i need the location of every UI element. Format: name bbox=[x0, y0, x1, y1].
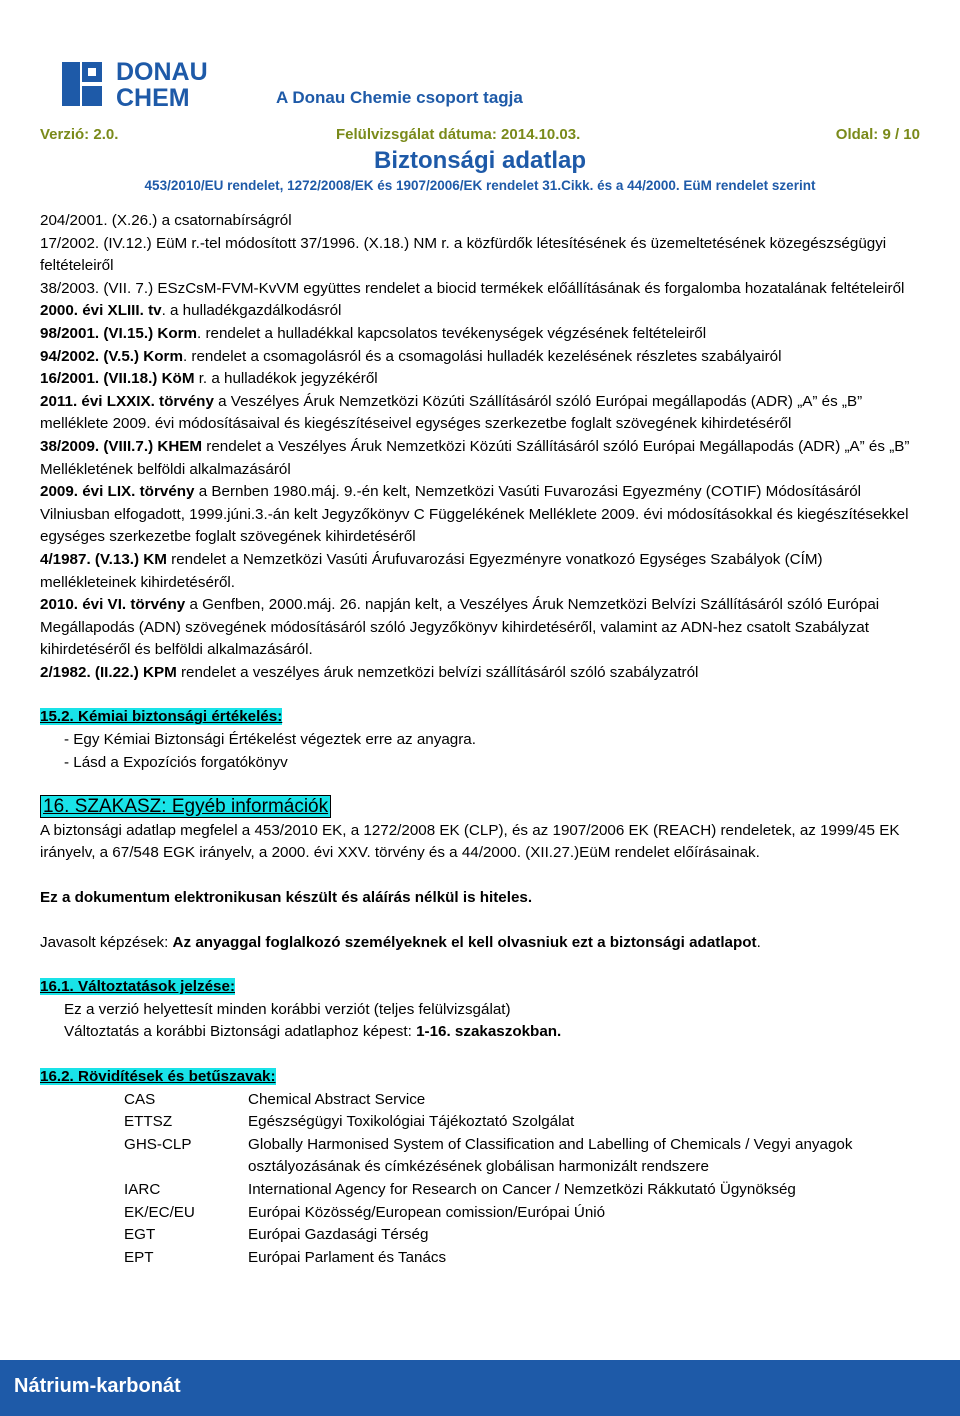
section-15-2-heading: 15.2. Kémiai biztonsági értékelés: bbox=[40, 708, 283, 726]
regulation-item: 2000. évi XLIII. tv. a hulladékgazdálkodásról bbox=[40, 302, 342, 320]
abbreviation-row: CAS Chemical Abstract Service bbox=[124, 1090, 426, 1108]
regulation-item: 17/2002. (IV.12.) EüM r.-tel módosított 37/1996. (X.18.) NM r. a közfürdők létesítésének és üzemeltetésének közegészségügyi feltételeiről bbox=[40, 234, 887, 275]
document-title: Biztonsági adatlap bbox=[373, 147, 587, 174]
regulation-item: 2011. évi LXXIX. törvény a Veszélyes Áruk Nemzetközi Közúti Szállításáról szóló Európai megállapodás (ADR) „A” és „B” melléklete 2009. évi módosításaival és kiegészítéseivel egységes szerkezetbe foglalt szövegének kihirdetéséről bbox=[40, 392, 863, 433]
regulation-item: 2010. évi VI. törvény a Genfben, 2000.máj. 26. napján kelt, a Veszélyes Áruk Nemzetközi Belvízi Szállításáról szóló Európai Megállapodás (ADN) szövegének módosításáról szóló Jegyzőkönyv kihirdetéséről, valamint az ADN-hez csatolt Szabályzat kihirdetéséről és belföldi alkalmazásáról. bbox=[40, 596, 880, 659]
document-subtitle: 453/2010/EU rendelet, 1272/2008/EK és 1907/2006/EK rendelet 31.Cikk. és a 44/2000. EüM rendelet szerint bbox=[144, 178, 816, 193]
document-body bbox=[40, 210, 920, 1269]
regulation-item: 2/1982. (II.22.) KPM rendelet a veszélyes áruk nemzetközi belvízi szállításáról szóló szabályzatról bbox=[40, 663, 699, 681]
version-note: Ez a verzió helyettesít minden korábbi verziót (teljes felülvizsgálat) bbox=[64, 1000, 511, 1018]
logo-line2: CHEM bbox=[116, 84, 190, 112]
regulation-item: 2009. évi LIX. törvény a Bernben 1980.máj. 9.-én kelt, Nemzetközi Vasúti Fuvarozási Egyezmény (COTIF) Módosításáról Vilniusban elfogadott, 1999.júni.3.-án kelt Jegyzőkönyv C Függelékének Melléklete 2009. évi módosításokkal és kiegészítésekkel egységes szerkezetbe foglalt szövegének kihirdetéséről bbox=[40, 483, 909, 546]
electronic-document-note: Ez a dokumentum elektronikusan készült és aláírás nélkül is hiteles. bbox=[40, 889, 533, 907]
regulation-item: 98/2001. (VI.15.) Korm. rendelet a hulladékkal kapcsolatos tevékenységek végzésének feltételeiről bbox=[40, 324, 707, 342]
section-15-2-line: - Egy Kémiai Biztonsági Értékelést végeztek erre az anyagra. bbox=[64, 731, 476, 749]
abbreviation-row: EGT Európai Gazdasági Térség bbox=[124, 1226, 429, 1244]
version-label: Verzió: 2.0. bbox=[40, 126, 119, 143]
logo-tagline: A Donau Chemie csoport tagja bbox=[276, 88, 523, 107]
abbreviation-row: IARC International Agency for Research on Cancer / Nemzetközi Rákkutató Ügynökség bbox=[124, 1180, 796, 1198]
change-note: Változtatás a korábbi Biztonsági adatlaphoz képest: 1-16. szakaszokban. bbox=[64, 1023, 562, 1041]
regulation-item: 38/2003. (VII. 7.) ESzCsM-FVM-KvVM együttes rendelet a biocid termékek előállításának és forgalomba hozatalának feltételeiről bbox=[40, 279, 905, 297]
abbreviation-row: EPT Európai Parlament és Tanács bbox=[124, 1248, 447, 1266]
regulation-list bbox=[40, 210, 920, 684]
page-number: Oldal: 9 / 10 bbox=[835, 126, 920, 143]
section-15-2-line: - Lásd a Expozíciós forgatókönyv bbox=[64, 753, 288, 771]
regulation-item: 4/1987. (V.13.) KM rendelet a Nemzetközi Vasúti Árufuvarozási Egyezményre vonatkozó Egységes Szabályok (CÍM) mellékleteinek kihirdetéséről. bbox=[40, 550, 823, 591]
regulation-item: 204/2001. (X.26.) a csatornabírságról bbox=[40, 212, 292, 229]
section-16-1-heading: 16.1. Változtatások jelzése: bbox=[40, 978, 235, 996]
section-16-2-heading: 16.2. Rövidítések és betűszavak: bbox=[40, 1068, 276, 1085]
logo-mark bbox=[62, 56, 582, 112]
abbreviation-row: ETTSZ Egészségügyi Toxikológiai Tájékoztató Szolgálat bbox=[124, 1113, 575, 1131]
regulation-item: 94/2002. (V.5.) Korm. rendelet a csomagolásról és a csomagolási hulladék kezelésének részletes szabályairól bbox=[40, 347, 782, 365]
regulation-item: 38/2009. (VIII.7.) KHEM rendelet a Veszélyes Áruk Nemzetközi Közúti Szállításáról szóló Európai Megállapodás (ADR) „A” és „B” Mellékletének belföldi alkalmazásáról bbox=[40, 437, 910, 478]
training-note: Javasolt képzések: Az anyaggal foglalkozó személyeknek el kell olvasniuk ezt a biztonsági adatlapot. bbox=[40, 933, 761, 951]
abbreviation-row: EK/EC/EU Európai Közösség/European comission/Európai Únió bbox=[124, 1203, 606, 1221]
section-16-heading: 16. SZAKASZ: Egyéb információk bbox=[40, 796, 920, 820]
review-date: Felülvizsgálat dátuma: 2014.10.03. bbox=[336, 126, 581, 143]
logo-line1: DONAU bbox=[116, 58, 208, 86]
section-16-paragraph: A biztonsági adatlap megfelel a 453/2010 EK, a 1272/2008 EK (CLP), és az 1907/2006 EK (REACH) rendeletek, az 1999/45 EK irányelv, a 67/548 EGK irányelv, a 2000. évi XXV. törvény és a 44/2000. (XII.27.)EüM rendelet előírásainak. bbox=[40, 821, 900, 862]
donau-chem-logo bbox=[62, 56, 582, 112]
header-meta bbox=[40, 126, 920, 148]
product-name: Nátrium-karbonát bbox=[14, 1375, 181, 1397]
regulation-item: 16/2001. (VII.18.) KöM r. a hulladékok jegyzékéről bbox=[40, 370, 378, 388]
footer-bar bbox=[0, 1360, 960, 1416]
abbreviations-table bbox=[124, 1089, 920, 1270]
abbreviation-row: GHS-CLP Globally Harmonised System of Classification and Labelling of Chemicals / Vegyi anyagok osztályozásának és címkézésének globálisan harmonizált rendszere bbox=[124, 1135, 853, 1176]
